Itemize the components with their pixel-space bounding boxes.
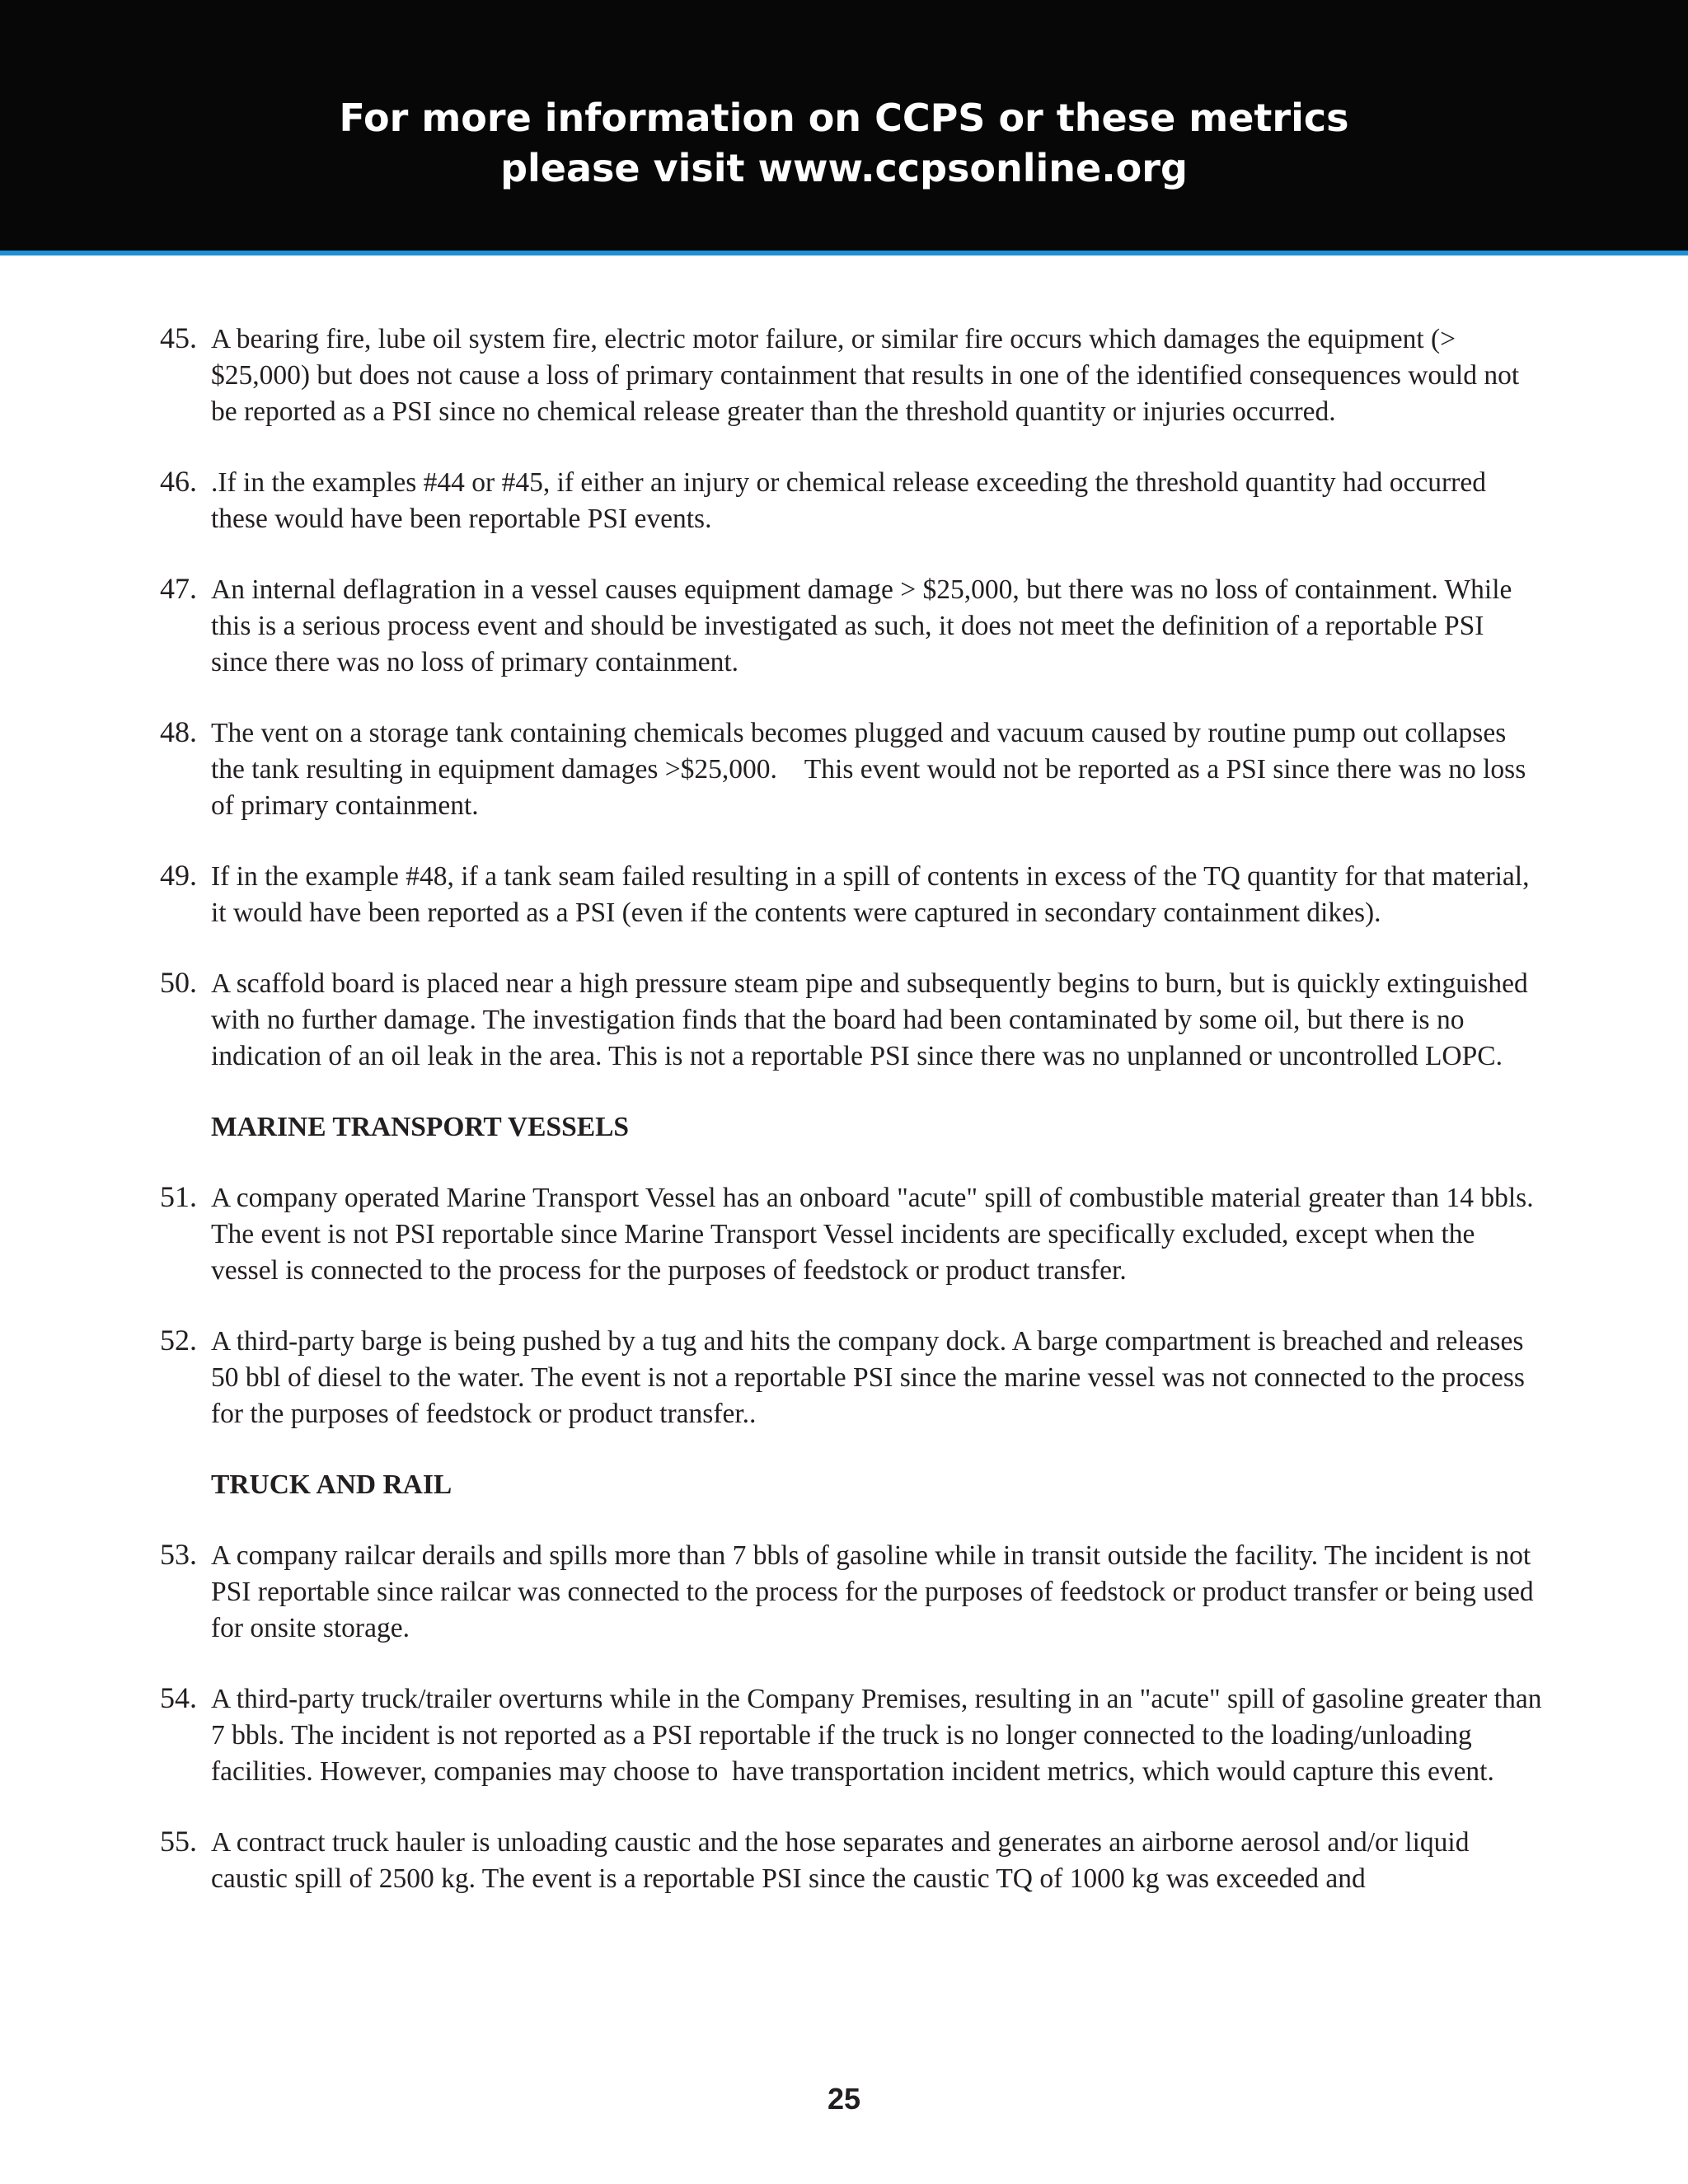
- item-text: A scaffold board is placed near a high pressure steam pipe and subsequently begins to burn, but is quickly extinguished with no further damage. The investigation finds that the board had been contaminated by some oil, but there is no indication of an oil leak in the area. This is not a reportable PSI since there was no unplanned or uncontrolled LOPC.: [211, 968, 1528, 1071]
- item-number: 55.: [160, 1825, 197, 1858]
- item-text: .If in the examples #44 or #45, if either an injury or chemical release exceeding the threshold quantity had occurred these would have been reportable PSI events.: [211, 467, 1486, 534]
- section-heading-marine: MARINE TRANSPORT VESSELS: [211, 1112, 630, 1142]
- item-text: A third-party barge is being pushed by a tug and hits the company dock. A barge compartment is breached and releases 50 bbl of diesel to the water. The event is not a reportable PSI since the marine vessel was not connected to the process for the purposes of feedstock or product transfer..: [211, 1326, 1525, 1429]
- list-item: [160, 715, 1546, 824]
- item-text: If in the example #48, if a tank seam failed resulting in a spill of contents in excess of the TQ quantity for that material, it would have been reported as a PSI (even if the contents were captured in secondary containment dikes).: [211, 861, 1530, 928]
- item-number: 45.: [160, 321, 197, 354]
- item-text: A third-party truck/trailer overturns while in the Company Premises, resulting in an "acute" spill of gasoline greater than 7 bbls. The incident is not reported as a PSI reportable if the truck is no longer connected to the loading/unloading facilities. However, companies may choose to have transportation incident metrics, which would capture this event.: [211, 1684, 1549, 1787]
- list-item: [160, 1180, 1546, 1289]
- item-text: The vent on a storage tank containing chemicals becomes plugged and vacuum caused by routine pump out collapses the tank resulting in equipment damages >$25,000. This event would not be reported as a PSI since there was no loss of primary containment.: [211, 718, 1533, 821]
- item-number: 52.: [160, 1324, 197, 1357]
- header-text: [0, 93, 1688, 194]
- item-number: 53.: [160, 1538, 197, 1571]
- item-text: A company railcar derails and spills more than 7 bbls of gasoline while in transit outside the facility. The incident is not PSI reportable since railcar was connected to the process for the purposes of feedstock or product transfer or being used for onsite storage.: [211, 1540, 1534, 1643]
- list-item: [160, 966, 1546, 1075]
- item-number: 51.: [160, 1180, 197, 1213]
- page-number: 25: [827, 2082, 861, 2116]
- item-text: A bearing fire, lube oil system fire, electric motor failure, or similar fire occurs which damages the equipment (> $25,000) but does not cause a loss of primary containment that results in one of the identified consequences would not be reported as a PSI since no chemical release greater than the threshold quantity or injuries occurred.: [211, 324, 1520, 427]
- item-text: An internal deflagration in a vessel causes equipment damage > $25,000, but there was no loss of containment. While this is a serious process event and should be investigated as such, it does not meet the definition of a reportable PSI since there was no loss of primary containment.: [211, 574, 1512, 677]
- item-number: 50.: [160, 966, 197, 999]
- list-item: [160, 321, 1546, 430]
- item-number: 47.: [160, 572, 197, 605]
- list-item: [160, 1825, 1546, 1897]
- header-banner: [0, 0, 1688, 255]
- item-number: 46.: [160, 465, 197, 498]
- header-line-2: please visit www.ccpsonline.org: [500, 146, 1188, 190]
- list-item: [160, 1324, 1546, 1432]
- item-text: A company operated Marine Transport Vessel has an onboard "acute" spill of combustible material greater than 14 bbls. The event is not PSI reportable since Marine Transport Vessel incidents are specifically excluded, except when the vessel is connected to the process for the purposes of feedstock or product transfer.: [211, 1183, 1534, 1286]
- document-body: [0, 321, 1688, 1932]
- list-item: [160, 465, 1546, 537]
- item-text: A contract truck hauler is unloading caustic and the hose separates and generates an airborne aerosol and/or liquid caustic spill of 2500 kg. The event is a reportable PSI since the caustic TQ of 1000 kg was exceeded and: [211, 1827, 1470, 1894]
- item-number: 48.: [160, 715, 197, 748]
- item-number: 49.: [160, 859, 197, 892]
- list-item: [160, 859, 1546, 931]
- header-line-1: For more information on CCPS or these metrics: [339, 96, 1349, 140]
- item-number: 54.: [160, 1681, 197, 1714]
- list-item: [160, 572, 1546, 681]
- section-heading-truck-rail: TRUCK AND RAIL: [211, 1469, 452, 1500]
- list-item: [160, 1681, 1549, 1790]
- list-item: [160, 1538, 1546, 1647]
